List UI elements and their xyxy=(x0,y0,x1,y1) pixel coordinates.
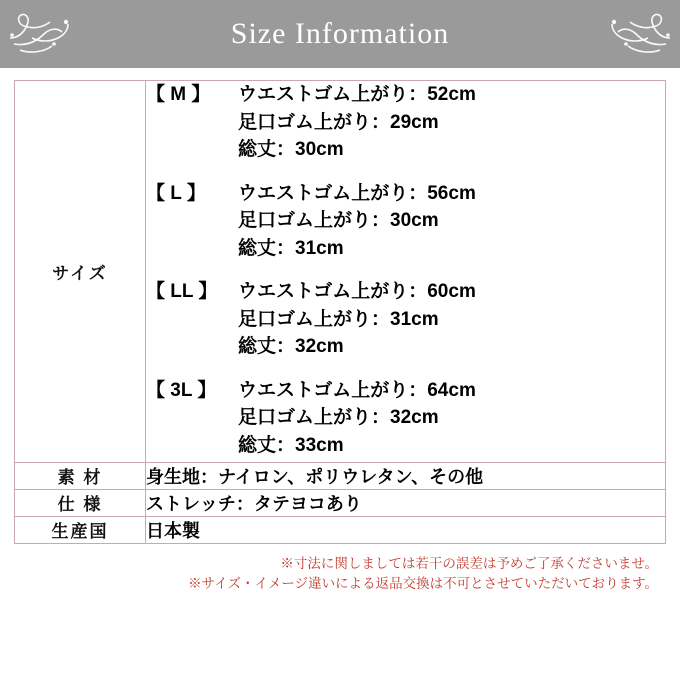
measurement-line: 足口ゴム上がり：31cm xyxy=(238,308,439,330)
size-name: 【 LL 】 xyxy=(146,281,218,303)
measurement-line: ウエストゴム上がり：56cm xyxy=(238,182,476,204)
row-value-country: 日本製 xyxy=(146,516,666,543)
measurement-line: 総丈：30cm xyxy=(238,139,344,161)
row-label-material: 素 材 xyxy=(15,462,146,489)
measurement-line: 総丈：32cm xyxy=(238,336,344,358)
size-measurements xyxy=(238,278,476,361)
measurement-line: ウエストゴム上がり：60cm xyxy=(238,281,476,303)
page-header xyxy=(0,0,680,68)
size-entry-m xyxy=(146,81,665,164)
size-name: 【 3L 】 xyxy=(146,379,217,401)
size-measurements xyxy=(238,180,476,263)
row-label-country: 生産国 xyxy=(15,516,146,543)
measurement-line: 足口ゴム上がり：32cm xyxy=(238,407,439,429)
measurement-line: 足口ゴム上がり：29cm xyxy=(238,111,439,133)
footnote-line: ※サイズ・イメージ違いによる返品交換は不可とさせていただいております。 xyxy=(188,576,658,592)
size-table-container xyxy=(0,68,680,544)
size-entry-3l xyxy=(146,377,665,460)
measurement-line: ウエストゴム上がり：52cm xyxy=(238,84,476,105)
flourish-ornament-icon xyxy=(604,8,674,60)
table-row xyxy=(15,489,666,516)
table-row xyxy=(15,81,666,463)
size-measurements xyxy=(238,81,476,164)
table-row xyxy=(15,516,666,543)
footnotes xyxy=(0,544,680,596)
size-measurements xyxy=(238,377,476,460)
row-label-size: サイズ xyxy=(15,81,146,463)
size-entry-l xyxy=(146,180,665,263)
measurement-line: 総丈：33cm xyxy=(238,435,344,457)
size-name: 【 L 】 xyxy=(146,182,206,204)
flourish-ornament-icon xyxy=(6,8,76,60)
measurement-line: 総丈：31cm xyxy=(238,237,344,259)
row-value-material: 身生地：ナイロン、ポリウレタン、その他 xyxy=(146,462,666,489)
measurement-line: ウエストゴム上がり：64cm xyxy=(238,379,476,401)
row-value-specification: ストレッチ：タテヨコあり xyxy=(146,489,666,516)
size-name: 【 M 】 xyxy=(146,84,211,105)
measurement-line: 足口ゴム上がり：30cm xyxy=(238,210,439,232)
size-table xyxy=(14,80,666,544)
table-row xyxy=(15,462,666,489)
row-label-specification: 仕 様 xyxy=(15,489,146,516)
footnote-line: ※寸法に関しましては若干の誤差は予めご了承くださいませ。 xyxy=(280,555,658,571)
page-title: Size Information xyxy=(230,17,450,50)
row-value-size xyxy=(146,81,666,463)
size-entry-ll xyxy=(146,278,665,361)
